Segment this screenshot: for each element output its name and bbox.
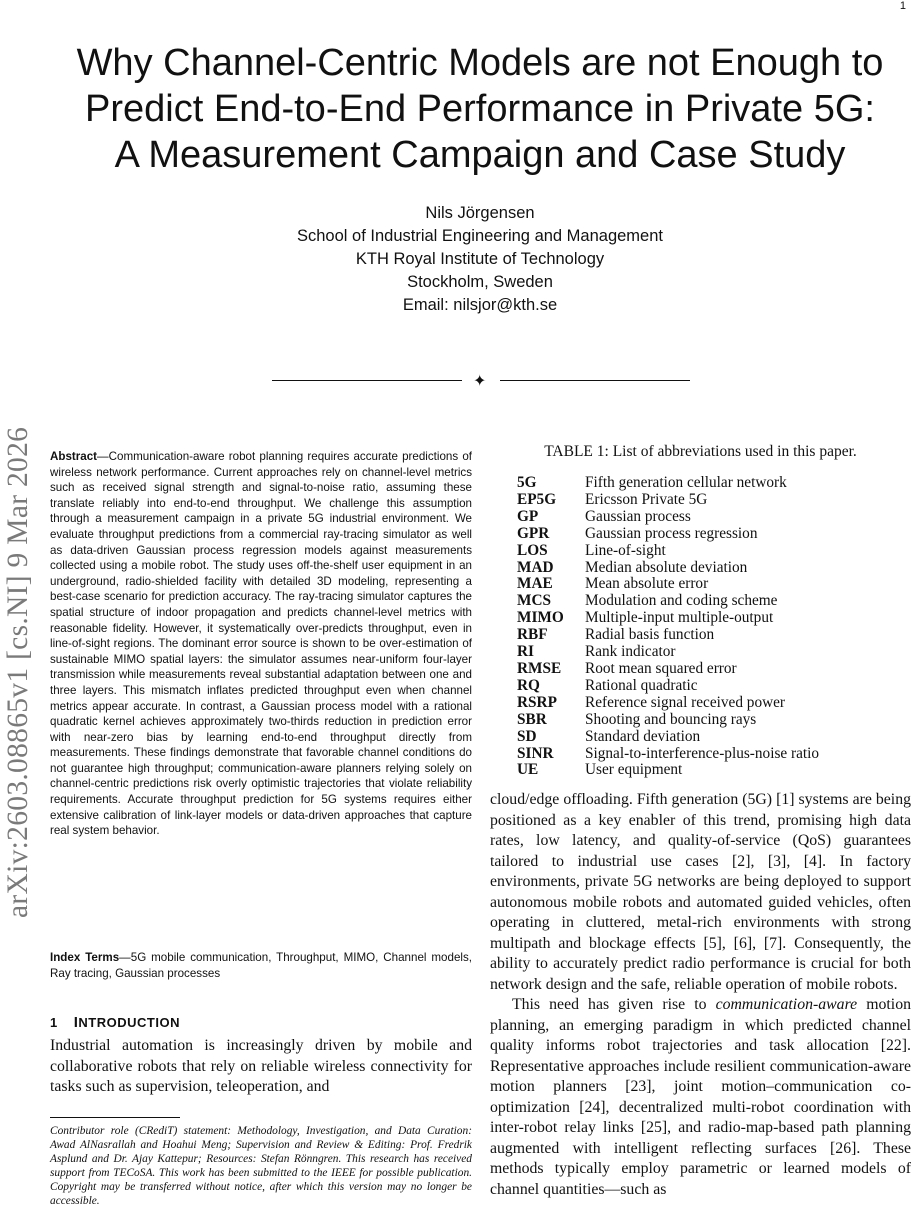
author-institute: KTH Royal Institute of Technology xyxy=(355,250,605,268)
title-line-2: Predict End-to-End Performance in Private 5G: xyxy=(85,88,875,130)
index-terms-text: —5G mobile communication, Throughput, MIMO, Channel models, Ray tracing, Gaussian processes xyxy=(50,951,472,980)
contributor-footnote: Contributor role (CRediT) statement: Methodology, Investigation, and Data Curation: Awad AlNasrallah and Hoahui Meng; Supervision and Review & Editing: Prof. Fredrik Asplund and Dr. Ajay Kattepur; Resources: Stefan Rönngren. This research has received support from TECoSA. This work has been submitted to the IEEE for possible publication. Copyright may be transferred without notice, after which this version may no longer be accessible. xyxy=(50,1125,472,1207)
abbreviation-row xyxy=(517,576,819,593)
abbreviation-term: RBF xyxy=(517,626,548,644)
right-paragraph-1: cloud/edge offloading. Fifth generation (5G) [1] systems are being positioned as a key enabler of this trend, promising high data rates, low latency, and quality-of-service (QoS) guarantees tailored to industrial use cases [2], [3], [4]. In factory environments, private 5G networks are being deployed to support autonomous mobile robots and automated guided vehicles, often operating in cluttered, metal-rich environments with strong multipath and blockage effects [5], [6], [7]. Consequently, the ability to accurately predict radio performance is crucial for both network design and the safe, reliable operation of mobile robots. xyxy=(490,791,911,993)
page-number: 1 xyxy=(899,0,906,12)
abbreviation-row xyxy=(517,543,819,560)
abbreviation-term: RMSE xyxy=(517,659,562,677)
abbreviations-table xyxy=(517,475,819,779)
footnote-rule xyxy=(50,1117,180,1118)
abbreviation-row xyxy=(517,509,819,526)
abbreviation-definition: Standard deviation xyxy=(585,727,701,745)
abbreviation-definition: Gaussian process regression xyxy=(585,524,758,542)
abbreviation-term: RQ xyxy=(517,676,540,694)
abbreviation-term: MCS xyxy=(517,592,551,610)
title-line-1: Why Channel-Centric Models are not Enough to xyxy=(76,42,884,84)
section-title-initial: I xyxy=(73,1014,79,1031)
abbreviation-term: EP5G xyxy=(517,490,557,508)
abbreviation-term: MIMO xyxy=(517,609,564,627)
paper-title xyxy=(40,40,911,178)
section-title-rest: NTRODUCTION xyxy=(78,1015,180,1030)
abbreviation-definition: Median absolute deviation xyxy=(585,558,748,576)
abbreviation-row xyxy=(517,729,819,746)
intro-paragraph: Industrial automation is increasingly driven by mobile and collaborative robots that rely on reliable wireless connectivity for tasks such as supervision, teleoperation, and xyxy=(50,1037,472,1095)
abbreviation-term: RSRP xyxy=(517,693,557,711)
abbreviation-term: MAD xyxy=(517,558,554,576)
abstract xyxy=(50,449,472,839)
abbreviation-definition: Line-of-sight xyxy=(585,541,666,559)
separator-line-right xyxy=(500,380,690,381)
abbreviation-term: 5G xyxy=(517,474,537,491)
para2-emphasis: communication-aware xyxy=(715,996,858,1013)
abstract-label: Abstract xyxy=(50,450,98,463)
abbreviation-row xyxy=(517,762,819,779)
table-caption: TABLE 1: List of abbreviations used in this paper. xyxy=(544,443,857,460)
abbreviation-definition: Rank indicator xyxy=(585,643,676,661)
abstract-text: —Communication-aware robot planning requires accurate predictions of wireless network performance. Current approaches rely on channel-level metrics such as received signal strength and signal-to-noise ratio, assuming these translate reliably into end-to-end throughput. We challenge this assumption through a measurement campaign in a private 5G industrial environment. We evaluate throughput predictions from a commercial ray-tracing simulator as well as data-driven Gaussian process regression models against measurements collected using a mobile robot. The study uses off-the-shelf user equipment in an underground, radio-shielded facility with detailed 3D modeling, representing a best-case scenario for prediction accuracy. The ray-tracing simulator captures the spatial structure of indoor propagation and predicts channel-level metrics with reasonable fidelity. However, it systematically over-predicts throughput, even in line-of-sight regions. The dominant error source is shown to be over-estimation of sustainable MIMO spatial layers: the simulator assumes near-uniform four-layer transmission while measurements reveal substantial adaptation between one and three layers. This mismatch inflates predicted throughput even when channel metrics appear accurate. In contrast, a Gaussian process model with a rational quadratic kernel achieves approximately two-thirds reduction in prediction error with near-zero bias by learning end-to-end throughput directly from measurements. These findings demonstrate that favorable channel conditions do not guarantee high throughput; communication-aware planners relying solely on channel-centric predictions risk overly optimistic trajectories that violate reliability requirements. Accurate throughput prediction for 5G systems requires either extensive calibration of link-layer models or data-driven approaches that capture real system behavior. xyxy=(50,450,472,838)
abbreviation-definition: Ericsson Private 5G xyxy=(585,490,708,508)
abbreviation-term: MAE xyxy=(517,575,553,593)
abbreviation-definition: Gaussian process xyxy=(585,507,691,525)
abbreviation-row xyxy=(517,746,819,763)
abbreviation-term: SINR xyxy=(517,744,554,762)
index-terms-label: Index Terms xyxy=(50,951,120,964)
right-column-body xyxy=(490,790,911,1200)
abbreviation-definition: Modulation and coding scheme xyxy=(585,592,778,610)
abbreviation-row xyxy=(517,593,819,610)
title-separator xyxy=(272,371,690,391)
index-terms xyxy=(50,950,472,981)
abbreviation-row xyxy=(517,492,819,509)
separator-line-left xyxy=(272,380,462,381)
abbreviation-term: RI xyxy=(517,643,534,661)
abbreviation-term: GP xyxy=(517,507,539,525)
abbreviation-row xyxy=(517,526,819,543)
abbreviation-term: SD xyxy=(517,727,537,745)
abbreviation-term: UE xyxy=(517,761,539,779)
abbreviation-definition: Root mean squared error xyxy=(585,659,737,677)
abbreviation-definition: Signal-to-interference-plus-noise ratio xyxy=(585,744,820,762)
separator-star-icon: ✦ xyxy=(473,371,487,390)
para2-after: motion planning, an emerging paradigm in which predicted channel quality informs robot trajectories and task allocation [22]. Representative approaches include resilient communication-aware motion planners [23], joint motion–communication co-optimization [24], decentralized multi-robot coordination with inter-robot relay links [25], and radio-map-based path planning augmented with intelligent reflecting surfaces [26]. These methods typically employ parametric or learned models of channel quantities—such as xyxy=(490,996,911,1198)
section-heading-introduction xyxy=(50,1014,180,1031)
author-block xyxy=(200,202,760,317)
right-paragraph-2 xyxy=(490,995,911,1200)
title-line-3: A Measurement Campaign and Case Study xyxy=(114,134,846,176)
abbreviation-term: LOS xyxy=(517,541,548,559)
author-name: Nils Jörgensen xyxy=(425,204,535,222)
abbreviation-row xyxy=(517,695,819,712)
author-school: School of Industrial Engineering and Management xyxy=(297,227,663,245)
abbreviation-row xyxy=(517,610,819,627)
abbreviation-row xyxy=(517,644,819,661)
abbreviation-term: SBR xyxy=(517,710,547,728)
arxiv-stamp: arXiv:2603.08865v1 [cs.NI] 9 Mar 2026 xyxy=(2,426,34,918)
section-number: 1 xyxy=(50,1015,58,1030)
abbreviation-row xyxy=(517,627,819,644)
abbreviation-definition: Multiple-input multiple-output xyxy=(585,609,774,627)
abbreviation-definition: Rational quadratic xyxy=(585,676,698,694)
abbreviation-term: GPR xyxy=(517,524,550,542)
abbreviation-row xyxy=(517,560,819,577)
abbreviation-row xyxy=(517,678,819,695)
para2-before: This need has given rise to xyxy=(512,996,716,1013)
abbreviation-definition: Mean absolute error xyxy=(585,575,709,593)
abbreviation-row xyxy=(517,661,819,678)
abbreviation-row xyxy=(517,712,819,729)
abbreviation-definition: User equipment xyxy=(585,761,683,779)
abbreviation-definition: Shooting and bouncing rays xyxy=(585,710,757,728)
abbreviation-definition: Reference signal received power xyxy=(585,693,786,711)
abbreviation-row xyxy=(517,475,819,492)
author-city: Stockholm, Sweden xyxy=(407,273,553,291)
abbreviation-definition: Fifth generation cellular network xyxy=(585,474,787,491)
abbreviation-definition: Radial basis function xyxy=(585,626,715,644)
author-email: Email: nilsjor@kth.se xyxy=(402,296,558,314)
